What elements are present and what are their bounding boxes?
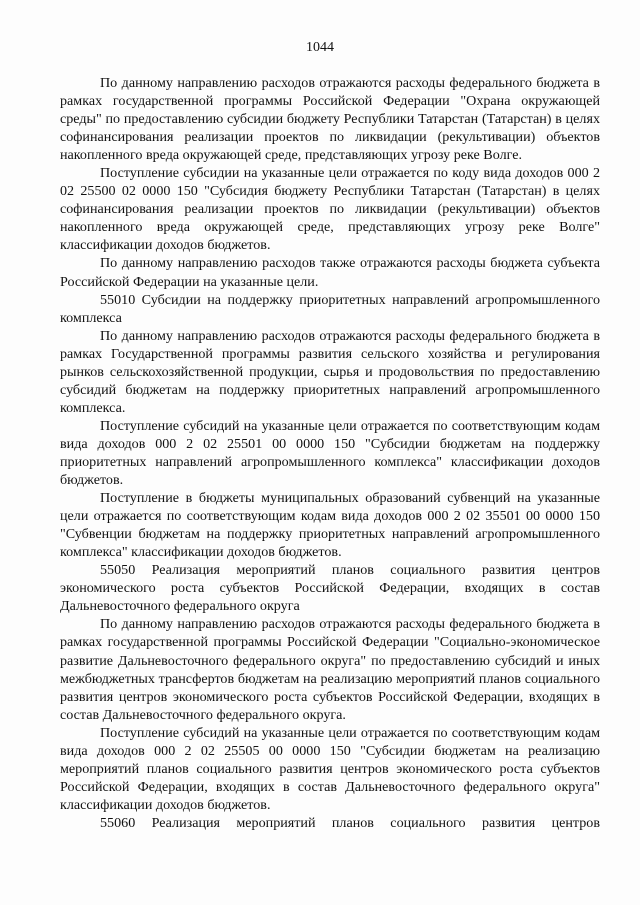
document-body [60, 74, 600, 832]
paragraph-regional-budget: По данному направлению расходов также отражаются расходы бюджета субъекта Российской Федерации на указанные цели. [60, 255, 600, 290]
paragraph-volga-revenue: Поступление субсидии на указанные цели отражается по коду вида доходов 000 2 02 25500 02 0000 150 "Субсидия бюджету Республики Татарстан (Татарстан) в целях софинансирования реализации проектов по ликвидации (рекультивации) объектов накопленного вреда окружающей среде, представляющих угрозу реке Волге" классификации доходов бюджетов. [60, 165, 600, 254]
section-heading-55060: 55060 Реализация мероприятий планов социального развития центров [100, 814, 600, 831]
paragraph-agro-subvention-revenue: Поступление в бюджеты муниципальных образований субвенций на указанные цели отражается по соответствующим кодам вида доходов 000 2 02 35501 00 0000 150 "Субвенции бюджетам на поддержку приоритетных направлений агропромышленного комплекса" классификации доходов бюджетов. [60, 490, 600, 561]
paragraph-far-east-expenses: По данному направлению расходов отражаются расходы федерального бюджета в рамках государственной программы Российской Федерации "Социально-экономическое развитие Дальневосточного федерального округа" по предоставлению субсидий и иных межбюджетных трансфертов бюджетам на реализацию мероприятий планов социального развития центров экономического роста субъектов Российской Федерации, входящих в состав Дальневосточного федерального округа. [60, 616, 600, 723]
page-number: 1044 [306, 40, 334, 55]
paragraph-volga-expenses: По данному направлению расходов отражаются расходы федерального бюджета в рамках государственной программы Российской Федерации "Охрана окружающей среды" по предоставлению субсидии бюджету Республики Татарстан (Татарстан) в целях софинансирования реализации проектов по ликвидации (рекультивации) объектов накопленного вреда окружающей среде, представляющих угрозу реке Волге. [60, 75, 600, 164]
paragraph-agro-expenses: По данному направлению расходов отражаются расходы федерального бюджета в рамках Государственной программы развития сельского хозяйства и регулирования рынков сельскохозяйственной продукции, сырья и продовольствия по предоставлению субсидий бюджетам на поддержку приоритетных направлений агропромышленного комплекса. [60, 327, 600, 416]
section-heading-55050: 55050 Реализация мероприятий планов социального развития центров экономического роста субъектов Российской Федерации, входящих в состав Дальневосточного федерального округа [60, 562, 600, 615]
paragraph-agro-subsidy-revenue: Поступление субсидий на указанные цели отражается по соответствующим кодам вида доходов 000 2 02 25501 00 0000 150 "Субсидии бюджетам на поддержку приоритетных направлений агропромышленного комплекса" классификации доходов бюджетов. [60, 417, 600, 489]
paragraph-far-east-revenue: Поступление субсидий на указанные цели отражается по соответствующим кодам вида доходов 000 2 02 25505 00 0000 150 "Субсидии бюджетам на реализацию мероприятий планов социального развития центров экономического роста субъектов Российской Федерации, входящих в состав Дальневосточного федерального округа" классификации доходов бюджетов. [60, 724, 600, 813]
section-heading-55010: 55010 Субсидии на поддержку приоритетных направлений агропромышленного комплекса [60, 291, 600, 326]
